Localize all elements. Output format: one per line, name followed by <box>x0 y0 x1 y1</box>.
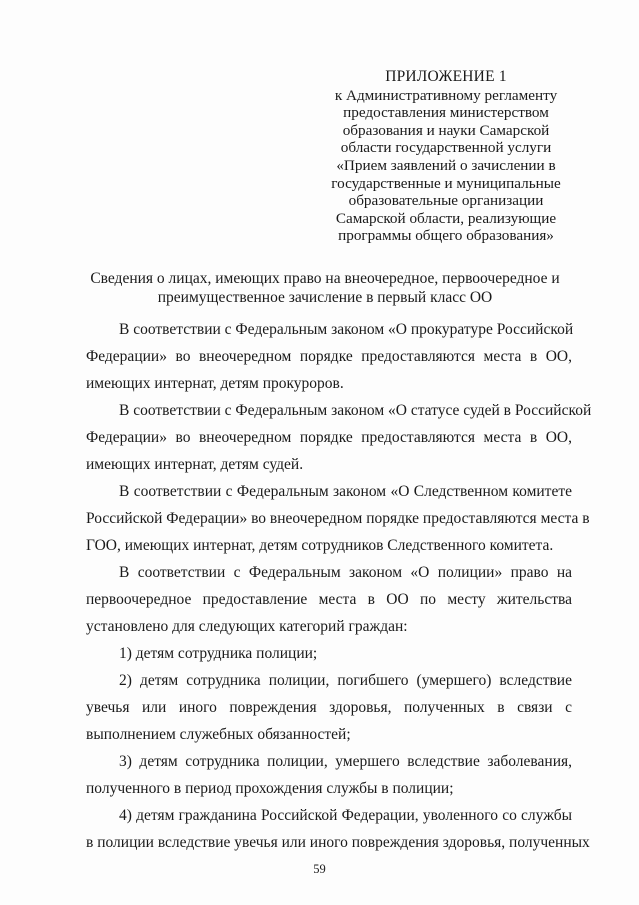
paragraph-line: Федерации» во внеочередном порядке предоставляются места в ОО, <box>86 429 572 446</box>
appendix-line: образовательные организации <box>348 192 544 210</box>
appendix-line: программы общего образования» <box>338 227 554 245</box>
paragraph-line: В соответствии с Федеральным законом «О полиции» право на <box>119 564 572 581</box>
page-number: 59 <box>313 862 326 876</box>
paragraph-line: имеющих интернат, детям прокуроров. <box>86 375 344 392</box>
paragraph-line: установлено для следующих категорий граждан: <box>86 618 408 635</box>
appendix-line: предоставления министерством <box>343 104 549 122</box>
heading-line: преимущественное зачисление в первый класс ОО <box>157 288 493 306</box>
appendix-line: Самарской области, реализующие <box>335 209 557 227</box>
paragraph-line: ГОО, имеющих интернат, детям сотрудников Следственного комитета. <box>86 537 554 554</box>
appendix-line: государственные и муниципальные <box>331 174 561 192</box>
list-item-line: в полиции вследствие увечья или иного повреждения здоровья, полученных <box>86 834 590 851</box>
paragraph-line: В соответствии с Федеральным законом «О статусе судей в Российской <box>119 402 592 419</box>
list-item-line: полученного в период прохождения службы в полиции; <box>86 780 454 797</box>
paragraph-line: Российской Федерации» во внеочередном порядке предоставляются места в <box>86 510 590 527</box>
list-item: 3) детям сотрудника полиции, умершего вследствие заболевания, <box>119 753 572 770</box>
list-item-line: выполнением служебных обязанностей; <box>86 726 351 743</box>
appendix-line: области государственной услуги <box>340 139 552 157</box>
list-item-line: увечья или иного повреждения здоровья, полученных в связи с <box>86 699 572 716</box>
appendix-header <box>318 68 574 245</box>
list-item: 1) детям сотрудника полиции; <box>119 645 318 662</box>
appendix-line: к Административному регламенту <box>334 86 558 104</box>
paragraph-line: Федерации» во внеочередном порядке предоставляются места в ОО, <box>86 348 572 365</box>
section-heading <box>62 270 588 307</box>
appendix-line: образования и науки Самарской <box>342 121 550 139</box>
heading-line: Сведения о лицах, имеющих право на внеочередное, первоочередное и <box>90 270 560 287</box>
appendix-line: «Прием заявлений о зачислении в <box>336 156 556 174</box>
paragraph-line: В соответствии с Федеральным законом «О прокуратуре Российской <box>119 321 574 338</box>
paragraph-line: имеющих интернат, детям судей. <box>86 456 304 473</box>
paragraph-line: В соответствии с Федеральным законом «О Следственном комитете <box>119 483 572 500</box>
paragraph-line: первоочередное предоставление места в ОО по месту жительства <box>86 591 572 608</box>
appendix-title: ПРИЛОЖЕНИЕ 1 <box>385 68 507 85</box>
list-item: 4) детям гражданина Российской Федерации, уволенного со службы <box>119 807 572 824</box>
list-item: 2) детям сотрудника полиции, погибшего (умершего) вследствие <box>119 672 572 689</box>
